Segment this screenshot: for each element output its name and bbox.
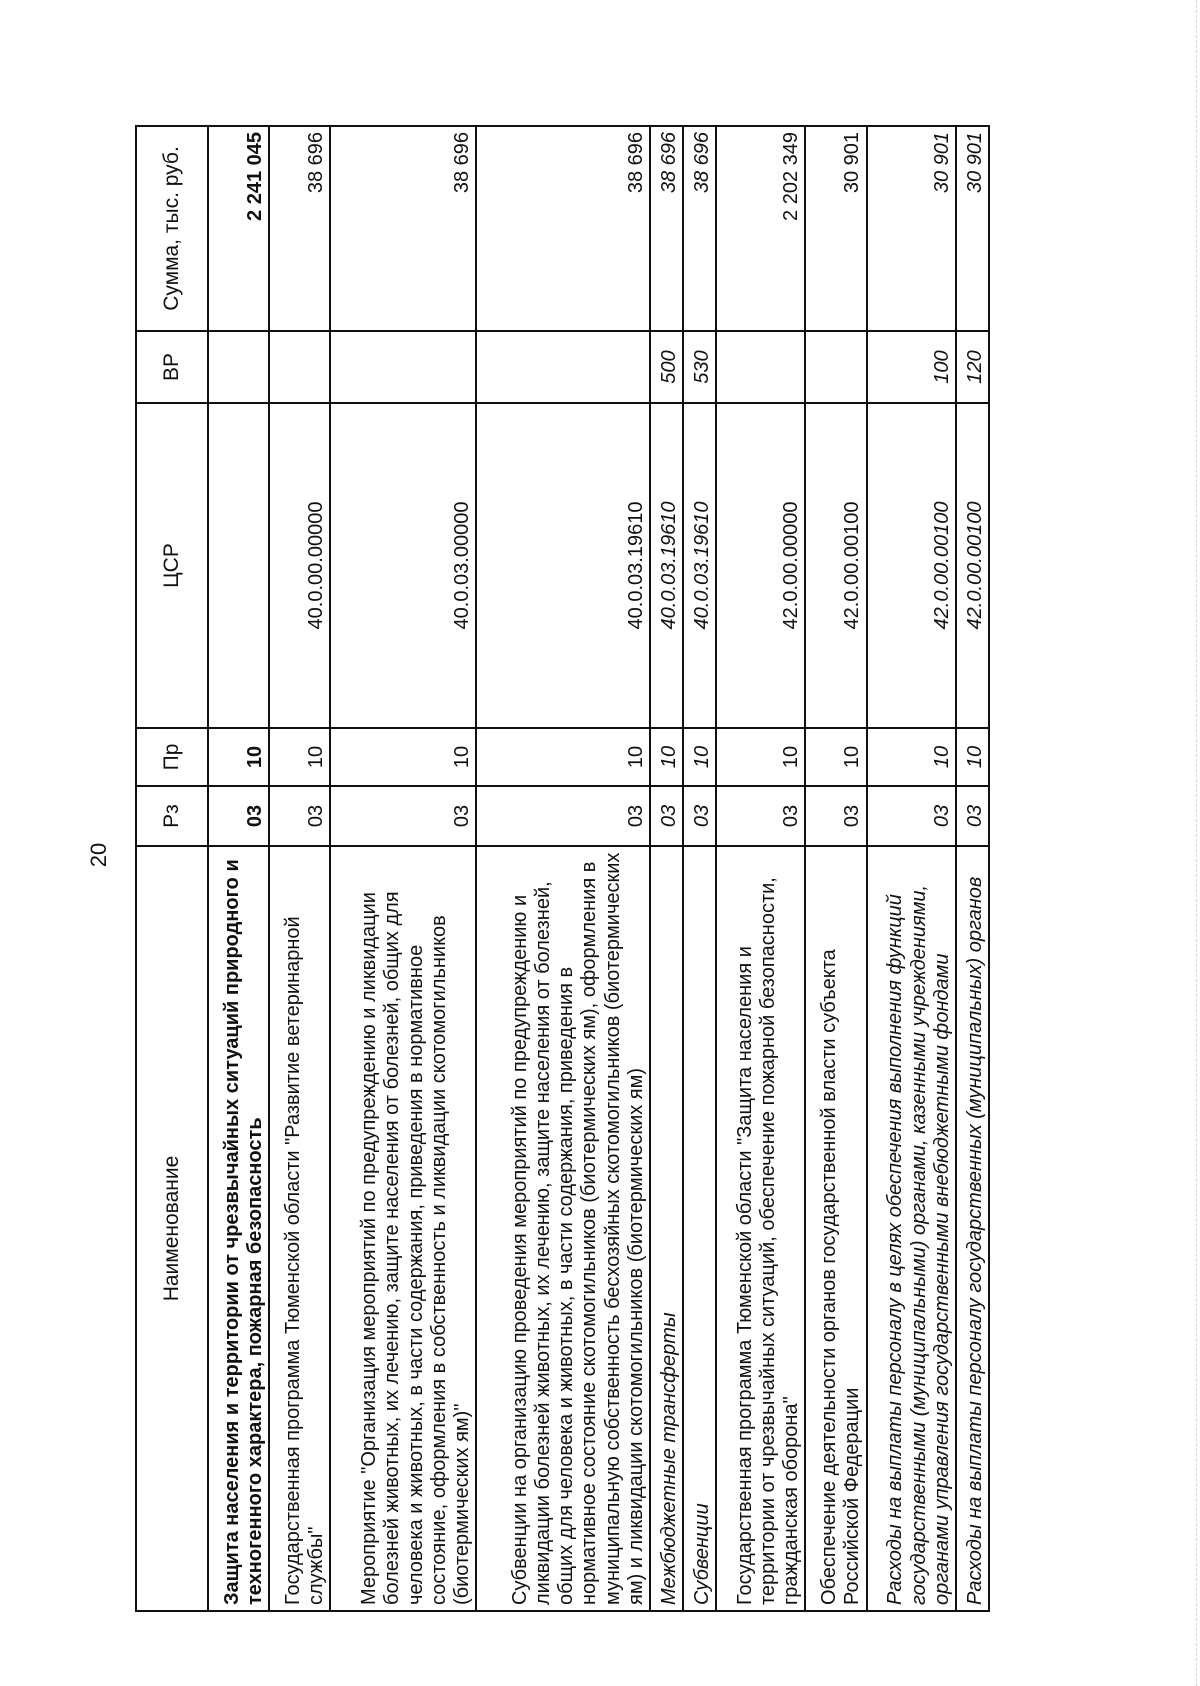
table-header-row xyxy=(136,126,208,1611)
table-row xyxy=(650,126,683,1611)
cell-rz: 03 xyxy=(208,786,269,846)
cell-pr: 10 xyxy=(330,728,476,786)
table-row xyxy=(269,126,330,1611)
table-row xyxy=(208,126,269,1611)
cell-name: Мероприятие "Организация мероприятий по предупреждению и ликвидации болезней животных, их лечению, защите населения от болезней, общих для человека и животных, в части содержания, приведения в нормативное состояние, оформления в собственность и ликвидации скотомогильников (биотермических ям)" xyxy=(330,846,476,1611)
cell-name: Субвенции xyxy=(683,846,716,1611)
cell-name: Защита населения и территории от чрезвычайных ситуаций природного и техногенного характера, пожарная безопасность xyxy=(208,846,269,1611)
cell-csr: 40.0.03.19610 xyxy=(650,403,683,728)
cell-vr: 120 xyxy=(956,331,989,403)
cell-rz: 03 xyxy=(330,786,476,846)
cell-sum: 2 241 045 xyxy=(208,126,269,331)
cell-rz: 03 xyxy=(867,786,956,846)
cell-name: Государственная программа Тюменской области "Развитие ветеринарной службы" xyxy=(269,846,330,1611)
header-vr: ВР xyxy=(136,331,208,403)
cell-vr xyxy=(330,331,476,403)
table-row xyxy=(956,126,989,1611)
cell-name: Расходы на выплаты персоналу в целях обеспечения выполнения функций государственными (муниципальными) органами, казенными учреждениями, органами управления государственными внебюджетными фондами xyxy=(867,846,956,1611)
cell-sum: 30 901 xyxy=(956,126,989,331)
header-csr: ЦСР xyxy=(136,403,208,728)
cell-vr xyxy=(716,331,805,403)
cell-csr: 40.0.03.00000 xyxy=(330,403,476,728)
cell-vr: 500 xyxy=(650,331,683,403)
header-pr: Пр xyxy=(136,728,208,786)
cell-csr: 42.0.00.00000 xyxy=(716,403,805,728)
cell-sum: 30 901 xyxy=(867,126,956,331)
cell-csr: 42.0.00.00100 xyxy=(956,403,989,728)
cell-sum: 30 901 xyxy=(805,126,866,331)
cell-rz: 03 xyxy=(716,786,805,846)
table-row xyxy=(716,126,805,1611)
rotated-table-container xyxy=(135,127,990,1612)
cell-csr xyxy=(208,403,269,728)
cell-pr: 10 xyxy=(650,728,683,786)
table-row xyxy=(805,126,866,1611)
cell-rz: 03 xyxy=(269,786,330,846)
cell-vr xyxy=(476,331,650,403)
cell-sum: 38 696 xyxy=(476,126,650,331)
cell-csr: 40.0.03.19610 xyxy=(683,403,716,728)
cell-pr: 10 xyxy=(476,728,650,786)
cell-csr: 42.0.00.00100 xyxy=(867,403,956,728)
table-row xyxy=(867,126,956,1611)
cell-vr xyxy=(805,331,866,403)
cell-rz: 03 xyxy=(683,786,716,846)
cell-name: Расходы на выплаты персоналу государственных (муниципальных) органов xyxy=(956,846,989,1611)
cell-sum: 38 696 xyxy=(683,126,716,331)
cell-name: Субвенции на организацию проведения мероприятий по предупреждению и ликвидации болезней животных, их лечению, защите населения от болезней, общих для человека и животных, в части содержания, приведения в нормативное состояние скотомогильников (биотермических ям), оформления в муниципальную собственность бесхозяйных скотомогильников (биотермических ям) и ликвидации скотомогильников (биотермических ям) xyxy=(476,846,650,1611)
cell-pr: 10 xyxy=(956,728,989,786)
cell-csr: 40.0.03.19610 xyxy=(476,403,650,728)
cell-pr: 10 xyxy=(208,728,269,786)
cell-sum: 38 696 xyxy=(650,126,683,331)
cell-pr: 10 xyxy=(269,728,330,786)
cell-sum: 38 696 xyxy=(330,126,476,331)
cell-name: Обеспечение деятельности органов государственной власти субъекта Российской Федерации xyxy=(805,846,866,1611)
cell-rz: 03 xyxy=(476,786,650,846)
cell-name: Государственная программа Тюменской области "Защита населения и территории от чрезвычайных ситуаций, обеспечение пожарной безопасности, гражданская оборона" xyxy=(716,846,805,1611)
table-row xyxy=(330,126,476,1611)
cell-csr: 42.0.00.00100 xyxy=(805,403,866,728)
cell-vr xyxy=(208,331,269,403)
cell-vr: 530 xyxy=(683,331,716,403)
header-rz: Рз xyxy=(136,786,208,846)
budget-table xyxy=(135,125,990,1612)
cell-rz: 03 xyxy=(956,786,989,846)
cell-vr: 100 xyxy=(867,331,956,403)
cell-rz: 03 xyxy=(650,786,683,846)
cell-vr xyxy=(269,331,330,403)
header-name: Наименование xyxy=(136,846,208,1611)
cell-pr: 10 xyxy=(683,728,716,786)
page-number: 20 xyxy=(86,842,111,868)
cell-pr: 10 xyxy=(716,728,805,786)
table-row xyxy=(683,126,716,1611)
header-sum: Сумма, тыс. руб. xyxy=(136,126,208,331)
cell-sum: 2 202 349 xyxy=(716,126,805,331)
cell-sum: 38 696 xyxy=(269,126,330,331)
cell-rz: 03 xyxy=(805,786,866,846)
table-row xyxy=(476,126,650,1611)
cell-pr: 10 xyxy=(867,728,956,786)
cell-name: Межбюджетные трансферты xyxy=(650,846,683,1611)
cell-pr: 10 xyxy=(805,728,866,786)
cell-csr: 40.0.00.00000 xyxy=(269,403,330,728)
